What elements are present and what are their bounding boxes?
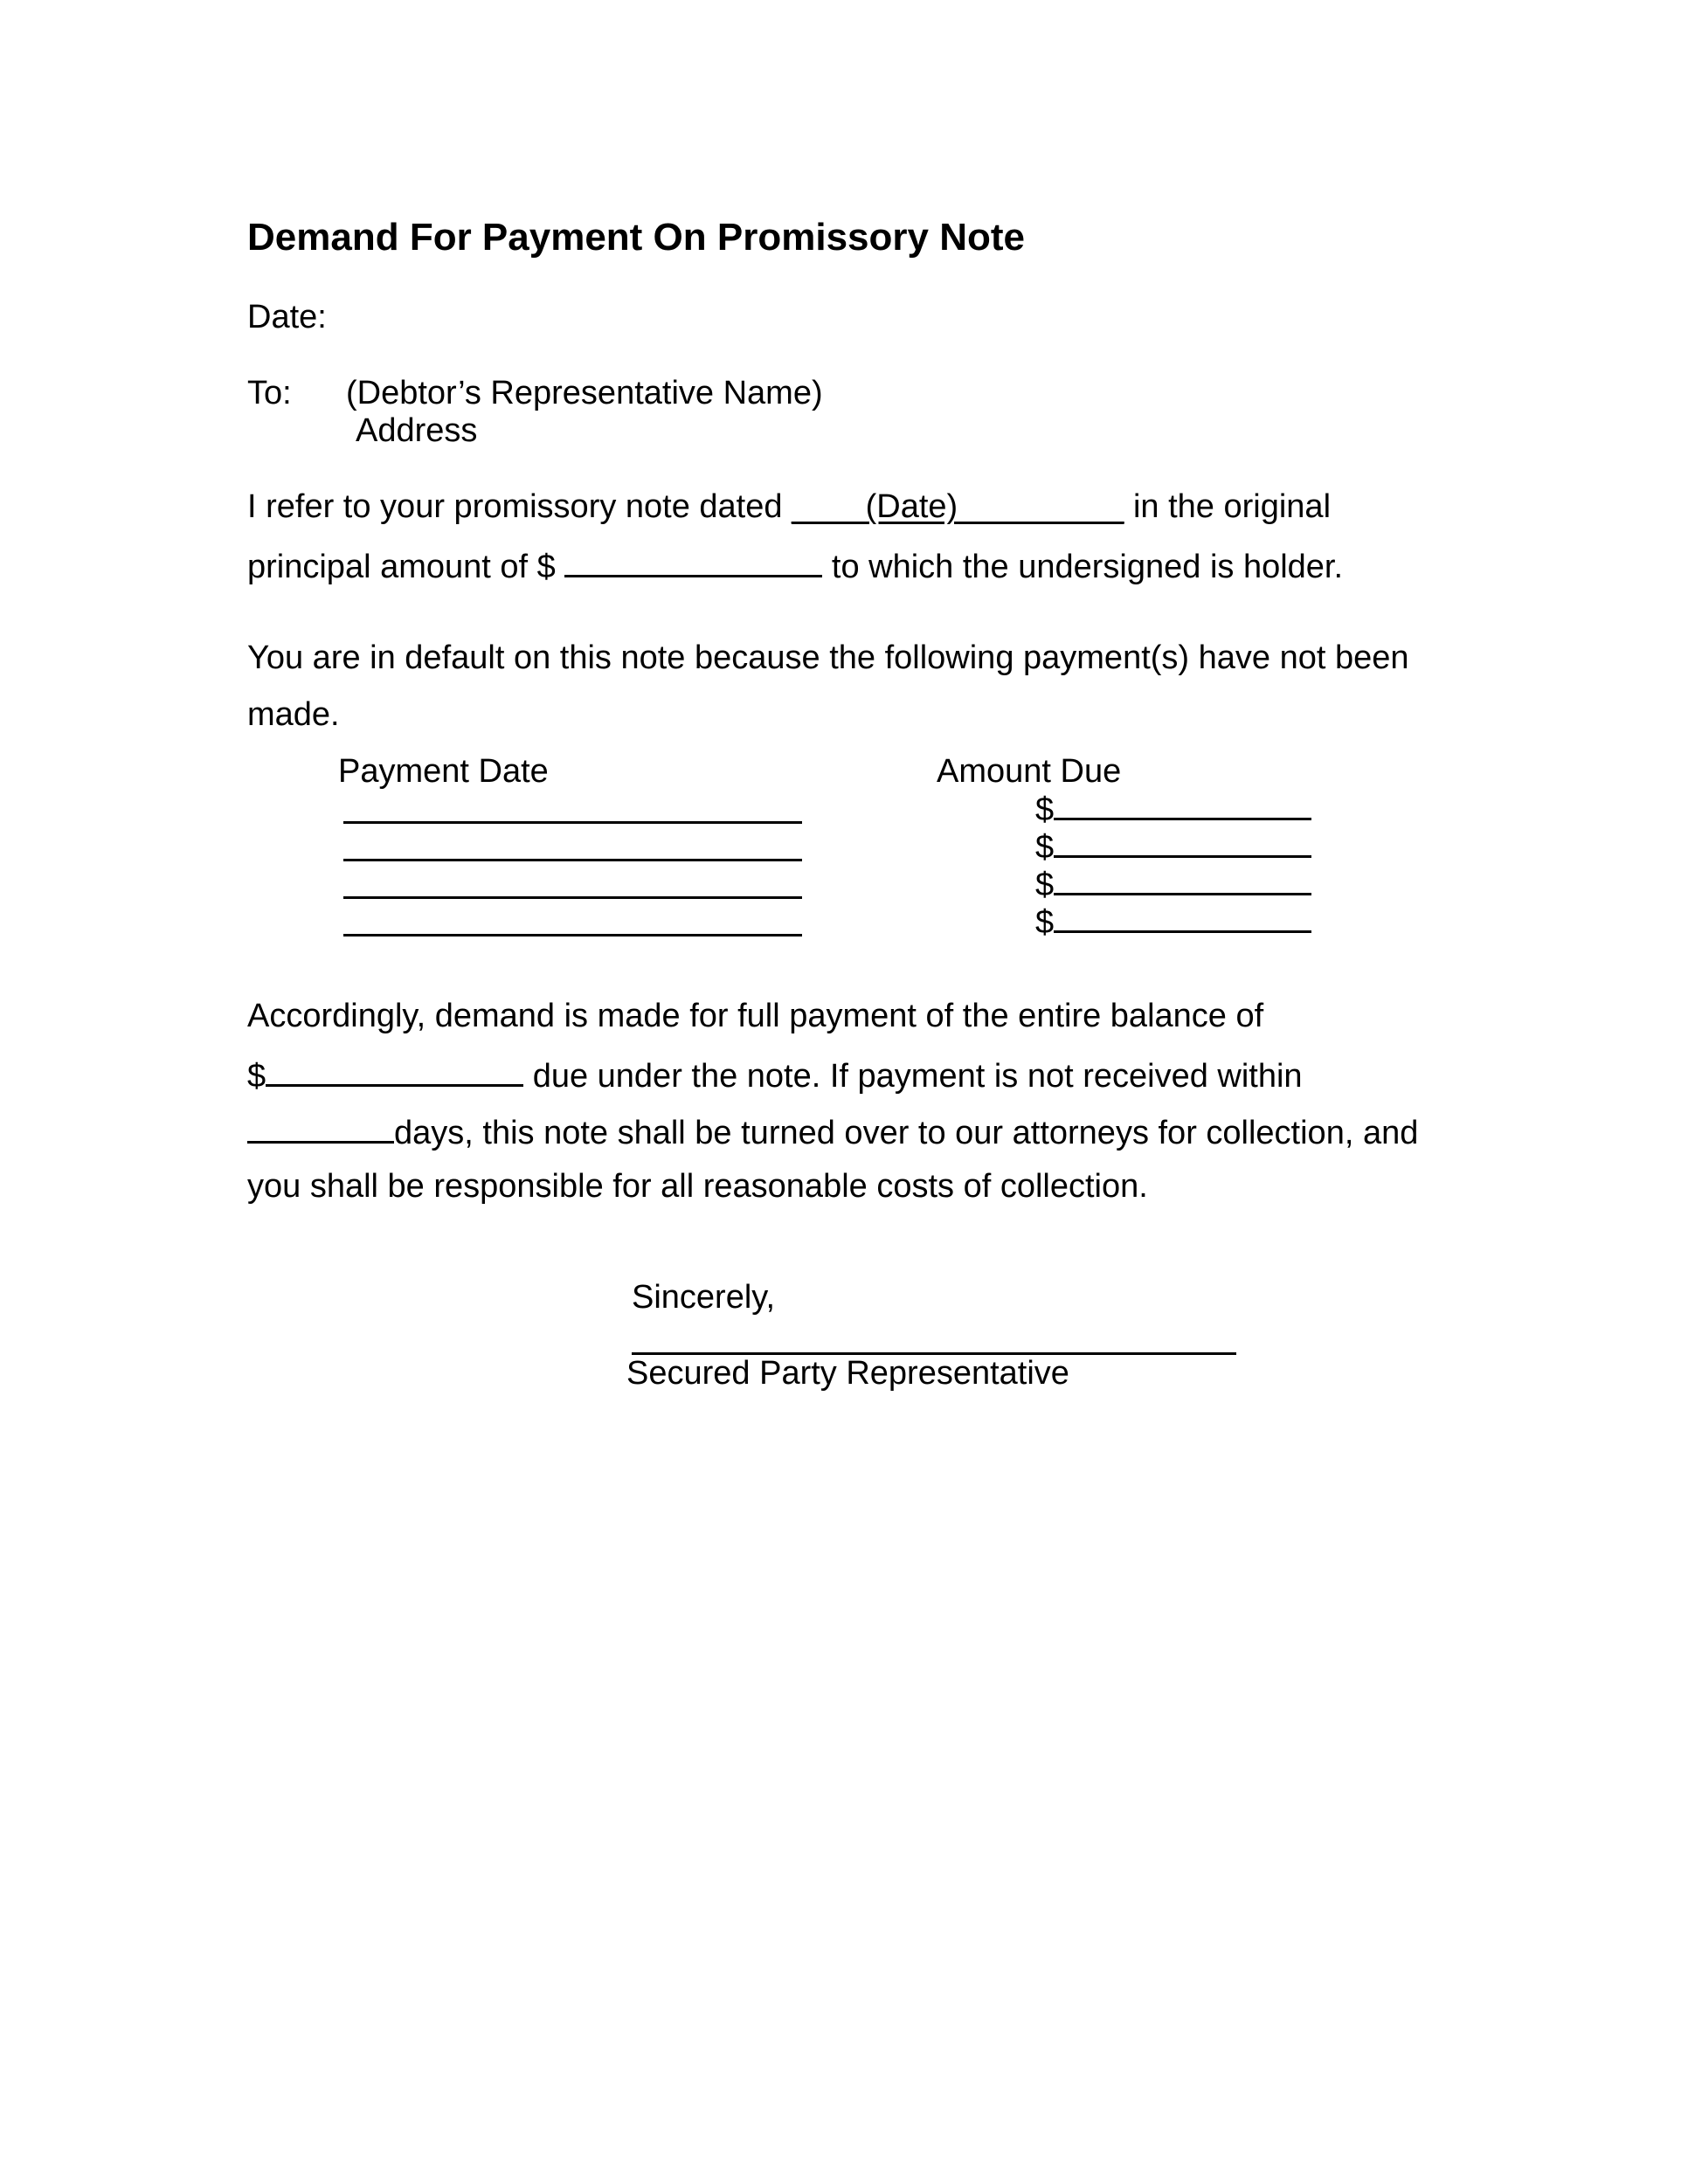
- note-reference-text: I refer to your promissory note dated: [247, 488, 792, 525]
- amount-due-row: [1035, 902, 1311, 941]
- demand-text-line-3: [247, 1109, 1418, 1153]
- holder-text: to which the undersigned is holder.: [822, 549, 1344, 585]
- signatory-title: Secured Party Representative: [626, 1355, 1069, 1392]
- recipient-address: Address: [356, 412, 478, 449]
- default-text-line-2: made.: [247, 696, 340, 733]
- payment-date-field[interactable]: [343, 821, 802, 824]
- principal-amount-field[interactable]: [564, 543, 822, 577]
- balance-currency: $: [247, 1058, 266, 1095]
- days-text: days, this note shall be turned over to our attorneys for collection, and: [394, 1115, 1419, 1151]
- amount-due-row: [1035, 790, 1311, 828]
- demand-text-line-2: [247, 1053, 1303, 1096]
- amount-due-field[interactable]: [1054, 865, 1311, 895]
- default-text-line-1: You are in default on this note because the following payment(s) have not been: [247, 639, 1409, 676]
- days-field[interactable]: [247, 1109, 394, 1144]
- currency-symbol: $: [1035, 791, 1055, 828]
- balance-text: due under the note. If payment is not received within: [523, 1058, 1303, 1095]
- note-date-field[interactable]: ____(Date)_________: [792, 488, 1124, 525]
- amount-due-row: [1035, 827, 1311, 866]
- note-reference-text-end: in the original: [1124, 488, 1332, 525]
- to-label: To:: [247, 375, 292, 411]
- payment-date-field[interactable]: [343, 859, 802, 861]
- currency-symbol: $: [1035, 904, 1055, 941]
- demand-text-line-4: you shall be responsible for all reasonable costs of collection.: [247, 1168, 1148, 1205]
- amount-due-header: Amount Due: [937, 753, 1122, 790]
- payment-date-field[interactable]: [343, 934, 802, 936]
- document-title: Demand For Payment On Promissory Note: [247, 216, 1025, 259]
- payment-date-field[interactable]: [343, 896, 802, 899]
- balance-amount-field[interactable]: [266, 1053, 523, 1087]
- amount-due-row: [1035, 865, 1311, 903]
- payment-date-header: Payment Date: [338, 753, 549, 790]
- note-reference-line-1: [247, 487, 1331, 527]
- amount-due-field[interactable]: [1054, 827, 1311, 858]
- amount-due-field[interactable]: [1054, 902, 1311, 933]
- principal-amount-text: principal amount of $: [247, 549, 565, 585]
- closing-salutation: Sincerely,: [632, 1279, 776, 1316]
- amount-due-field[interactable]: [1054, 790, 1311, 820]
- currency-symbol: $: [1035, 867, 1055, 903]
- note-reference-line-2: [247, 543, 1343, 587]
- recipient-name: (Debtor’s Representative Name): [346, 375, 823, 411]
- currency-symbol: $: [1035, 829, 1055, 866]
- date-label: Date:: [247, 299, 327, 335]
- demand-text-line-1: Accordingly, demand is made for full payment of the entire balance of: [247, 998, 1264, 1034]
